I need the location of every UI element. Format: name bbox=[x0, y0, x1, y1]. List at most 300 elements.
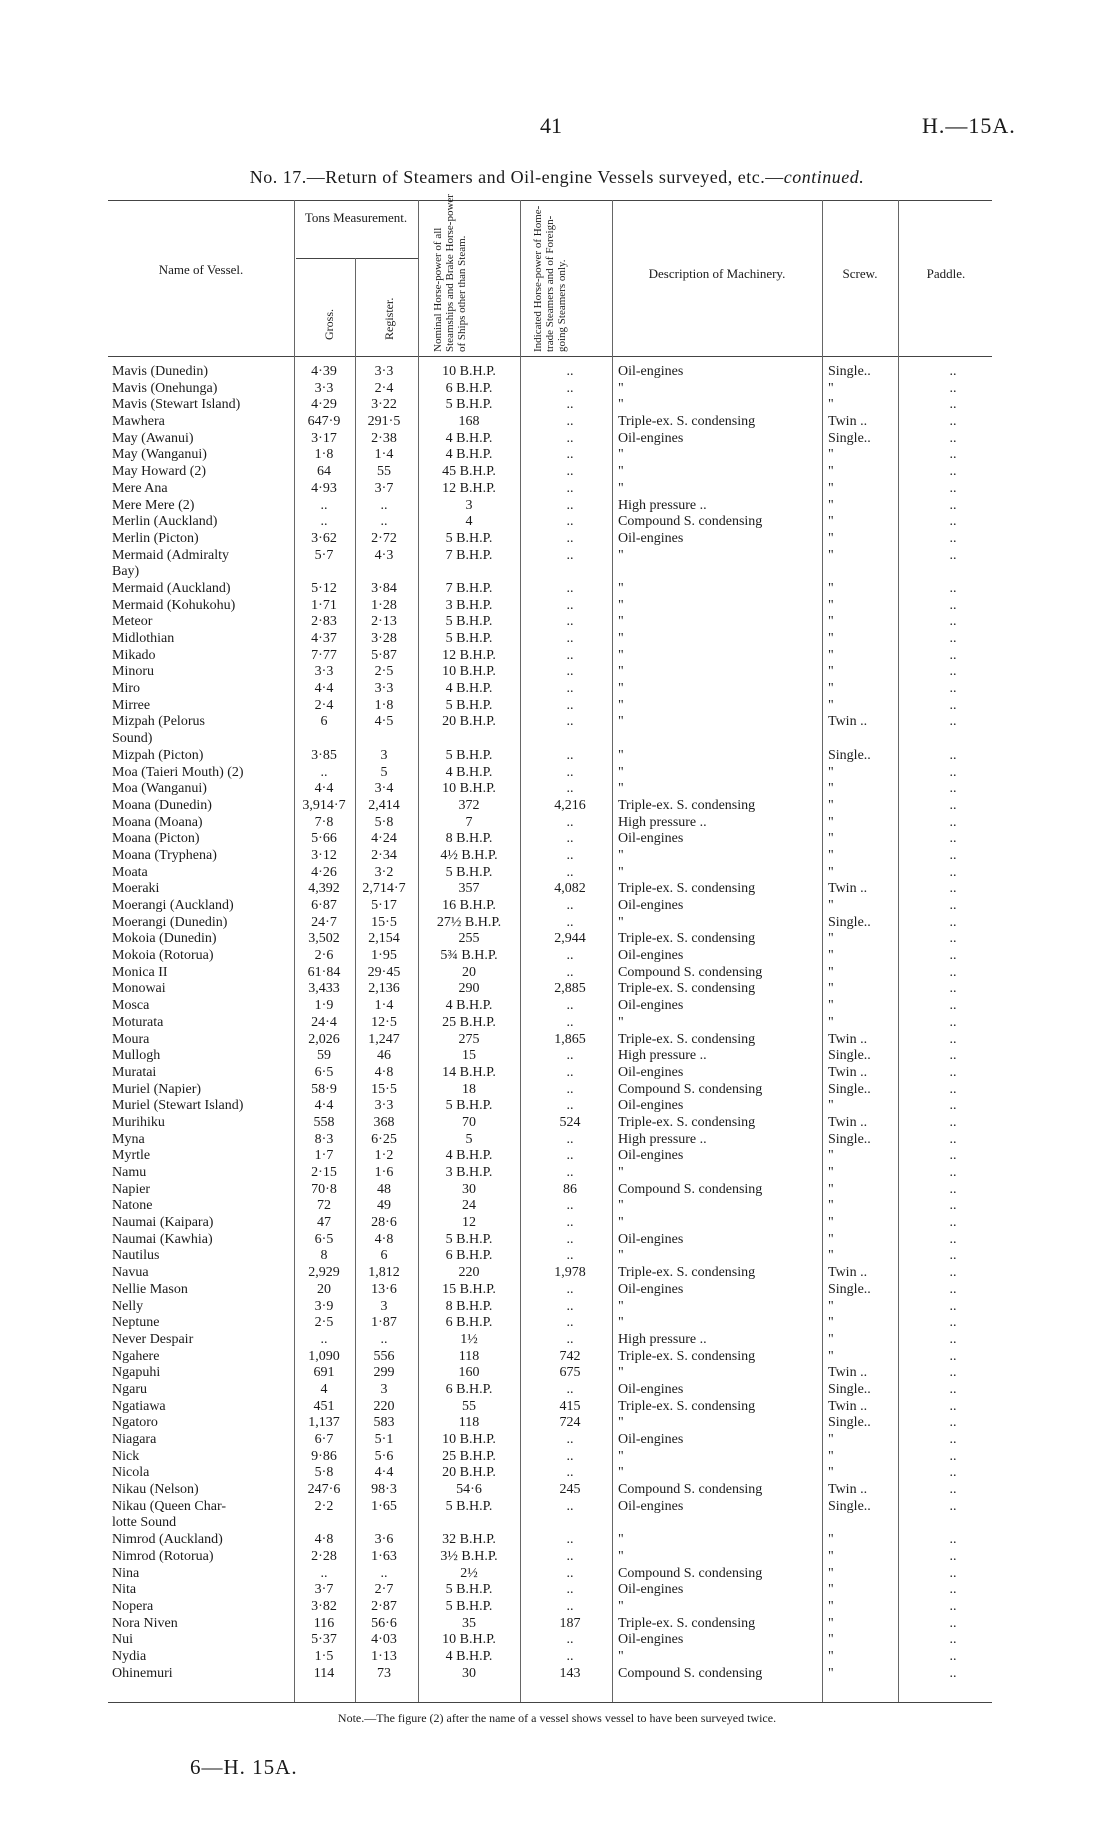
paddle: .. bbox=[949, 881, 957, 897]
nominal-horsepower: 5 B.H.P. bbox=[445, 697, 493, 713]
machinery-description: " bbox=[618, 1365, 624, 1381]
header-tons: Tons Measurement. bbox=[304, 210, 408, 225]
nominal-horsepower: 5 B.H.P. bbox=[445, 631, 493, 646]
machinery-description: High pressure .. bbox=[618, 1048, 707, 1064]
machinery-description: " bbox=[618, 864, 624, 880]
table-row bbox=[0, 598, 1114, 615]
nominal-horsepower: 3 B.H.P. bbox=[445, 597, 493, 613]
register-tonnage: 5·6 bbox=[374, 1448, 394, 1464]
paddle: .. bbox=[949, 1615, 957, 1631]
register-tonnage: 2,414 bbox=[368, 797, 400, 813]
nominal-horsepower: 10 B.H.P. bbox=[442, 664, 496, 680]
table-row bbox=[0, 1048, 1114, 1065]
paddle: .. bbox=[949, 1014, 957, 1030]
screw-type: " bbox=[828, 1532, 834, 1548]
gross-tonnage: 1,090 bbox=[308, 1348, 340, 1364]
machinery-description: " bbox=[618, 1248, 624, 1264]
vessel-name: Myna bbox=[112, 1131, 145, 1147]
vessel-name: Bay) bbox=[112, 564, 140, 580]
paddle: .. bbox=[949, 414, 957, 430]
nominal-horsepower: 4 B.H.P. bbox=[445, 681, 493, 697]
screw-type: Twin .. bbox=[828, 1482, 868, 1498]
indicated-horsepower: .. bbox=[566, 631, 574, 646]
machinery-description: Oil-engines bbox=[618, 1148, 684, 1164]
gross-tonnage: 4·39 bbox=[311, 364, 337, 379]
register-tonnage: 1·6 bbox=[374, 1165, 394, 1180]
screw-type: " bbox=[828, 1198, 834, 1214]
vessel-name: Ngahere bbox=[112, 1348, 160, 1364]
screw-type: " bbox=[828, 831, 834, 847]
paddle: .. bbox=[949, 1448, 957, 1464]
machinery-description: High pressure .. bbox=[618, 497, 707, 513]
paddle: .. bbox=[949, 814, 957, 830]
indicated-horsepower: .. bbox=[566, 898, 574, 913]
paddle: .. bbox=[949, 1315, 957, 1331]
gross-tonnage: 2·15 bbox=[311, 1165, 337, 1180]
machinery-description: " bbox=[618, 847, 624, 863]
table-row bbox=[0, 1148, 1114, 1165]
vessel-name: Moura bbox=[112, 1031, 150, 1047]
nominal-horsepower: 30 bbox=[462, 1181, 476, 1197]
gross-tonnage: 5·7 bbox=[314, 547, 334, 563]
nominal-horsepower: 5 B.H.P. bbox=[445, 1582, 493, 1598]
vessel-name: Midlothian bbox=[112, 631, 175, 646]
table-row bbox=[0, 397, 1114, 414]
screw-type: Twin .. bbox=[828, 881, 868, 897]
vessel-name: Niagara bbox=[112, 1432, 157, 1447]
vessel-name: Mermaid (Auckland) bbox=[112, 580, 231, 596]
indicated-horsepower: .. bbox=[566, 681, 574, 697]
register-tonnage: 2·4 bbox=[374, 380, 394, 396]
table-row bbox=[0, 1632, 1114, 1649]
table-row bbox=[0, 614, 1114, 631]
table-row bbox=[0, 1432, 1114, 1449]
register-tonnage: 5·8 bbox=[374, 814, 394, 830]
vessel-name: Mere Mere (2) bbox=[112, 497, 195, 513]
paddle: .. bbox=[949, 1648, 957, 1664]
machinery-description: " bbox=[618, 547, 624, 563]
machinery-description: " bbox=[618, 781, 624, 797]
vessel-name: Nautilus bbox=[112, 1248, 160, 1264]
register-tonnage: 15·5 bbox=[371, 914, 397, 930]
nominal-horsepower: 7 bbox=[465, 814, 473, 830]
paddle: .. bbox=[949, 530, 957, 546]
table-row bbox=[0, 798, 1114, 815]
gross-tonnage: 2·4 bbox=[314, 697, 334, 713]
nominal-horsepower: 5 B.H.P. bbox=[445, 614, 493, 630]
machinery-description: Compound S. condensing bbox=[618, 1565, 763, 1581]
table-row bbox=[0, 1616, 1114, 1633]
indicated-horsepower: .. bbox=[566, 781, 574, 797]
paddle: .. bbox=[949, 948, 957, 964]
machinery-description: " bbox=[618, 747, 624, 763]
screw-type: " bbox=[828, 898, 834, 913]
paddle: .. bbox=[949, 981, 957, 997]
paddle: .. bbox=[949, 464, 957, 480]
gross-tonnage: .. bbox=[320, 764, 328, 780]
page-title bbox=[0, 167, 1114, 188]
indicated-horsepower: .. bbox=[566, 1048, 574, 1064]
gross-tonnage: 3·3 bbox=[314, 664, 334, 680]
nominal-horsepower: 35 bbox=[462, 1615, 476, 1631]
vessel-name: Nimrod (Rotorua) bbox=[112, 1548, 214, 1564]
machinery-description: " bbox=[618, 631, 624, 646]
vessel-name: Nimrod (Auckland) bbox=[112, 1532, 223, 1548]
gross-tonnage: 7·8 bbox=[314, 814, 334, 830]
vessel-name: Moerangi (Dunedin) bbox=[112, 914, 228, 930]
indicated-horsepower: .. bbox=[566, 697, 574, 713]
gross-tonnage: 2·83 bbox=[311, 614, 337, 630]
vessel-name: Myrtle bbox=[112, 1148, 151, 1164]
nominal-horsepower: 5 B.H.P. bbox=[445, 864, 493, 880]
gross-tonnage: 2·2 bbox=[314, 1498, 334, 1514]
machinery-description: " bbox=[618, 647, 624, 663]
table-row bbox=[0, 881, 1114, 898]
nominal-horsepower: 118 bbox=[458, 1348, 480, 1364]
gross-tonnage: 1·9 bbox=[314, 998, 334, 1014]
table-row bbox=[0, 898, 1114, 915]
table-row bbox=[0, 1165, 1114, 1182]
indicated-horsepower: .. bbox=[566, 1215, 574, 1231]
gross-tonnage: 5·37 bbox=[311, 1632, 337, 1648]
vessel-name: Monowai bbox=[112, 981, 166, 997]
gross-tonnage: 3,914·7 bbox=[302, 797, 346, 813]
header-register: Register. bbox=[382, 297, 396, 340]
gross-tonnage: 70·8 bbox=[311, 1181, 337, 1197]
table-row bbox=[0, 1232, 1114, 1249]
machinery-description: Oil-engines bbox=[618, 1381, 684, 1397]
register-tonnage: 4·4 bbox=[374, 1465, 394, 1481]
screw-type: " bbox=[828, 464, 834, 480]
machinery-description: Oil-engines bbox=[618, 898, 684, 913]
gross-tonnage: 64 bbox=[317, 464, 331, 480]
table-row bbox=[0, 1282, 1114, 1299]
indicated-horsepower: 4,216 bbox=[554, 797, 586, 813]
table-row bbox=[0, 1449, 1114, 1466]
machinery-description: " bbox=[618, 1165, 624, 1180]
table-row bbox=[0, 1082, 1114, 1099]
indicated-horsepower: .. bbox=[566, 814, 574, 830]
table-row bbox=[0, 581, 1114, 598]
register-tonnage: 29·45 bbox=[367, 964, 401, 980]
vessel-name: Naumai (Kawhia) bbox=[112, 1231, 213, 1247]
register-tonnage: 2·87 bbox=[371, 1598, 397, 1614]
machinery-description: Oil-engines bbox=[618, 948, 684, 964]
indicated-horsepower: .. bbox=[566, 1281, 574, 1297]
vessel-name: Miro bbox=[112, 681, 140, 697]
screw-type: " bbox=[828, 931, 834, 947]
document-reference: H.—15A. bbox=[922, 113, 1016, 138]
gross-tonnage: 4·4 bbox=[314, 681, 334, 697]
gross-tonnage: 5·66 bbox=[311, 831, 337, 847]
table-bottom-rule bbox=[108, 1702, 992, 1703]
vessel-name: Nellie Mason bbox=[112, 1281, 188, 1297]
machinery-description: Oil-engines bbox=[618, 364, 684, 379]
register-tonnage: 3·84 bbox=[371, 580, 397, 596]
machinery-description: " bbox=[618, 714, 624, 730]
indicated-horsepower: .. bbox=[566, 1565, 574, 1581]
machinery-description: Compound S. condensing bbox=[618, 1482, 763, 1498]
nominal-horsepower: 7 B.H.P. bbox=[445, 547, 493, 563]
nominal-horsepower: 20 bbox=[462, 964, 476, 980]
paddle: .. bbox=[949, 364, 957, 379]
indicated-horsepower: 675 bbox=[559, 1365, 581, 1381]
gross-tonnage: 3·17 bbox=[311, 430, 337, 446]
paddle: .. bbox=[949, 1482, 957, 1498]
screw-type: Single.. bbox=[828, 364, 871, 379]
gross-tonnage: 72 bbox=[317, 1198, 331, 1214]
indicated-horsepower: .. bbox=[566, 1532, 574, 1548]
paddle: .. bbox=[949, 1165, 957, 1180]
gross-tonnage: .. bbox=[320, 514, 328, 530]
indicated-horsepower: .. bbox=[566, 1081, 574, 1097]
gross-tonnage: 5·8 bbox=[314, 1465, 334, 1481]
indicated-horsepower: .. bbox=[566, 597, 574, 613]
indicated-horsepower: 724 bbox=[559, 1415, 581, 1431]
machinery-description: Oil-engines bbox=[618, 1281, 684, 1297]
screw-type: " bbox=[828, 530, 834, 546]
vessel-name: Moturata bbox=[112, 1014, 164, 1030]
paddle: .. bbox=[949, 1548, 957, 1564]
gross-tonnage: 2·28 bbox=[311, 1548, 337, 1564]
screw-type: Single.. bbox=[828, 1498, 871, 1514]
screw-type: Single.. bbox=[828, 747, 871, 763]
vessel-name: Nikau (Queen Char- bbox=[112, 1498, 227, 1514]
machinery-description: " bbox=[618, 380, 624, 396]
nominal-horsepower: 55 bbox=[462, 1398, 476, 1414]
machinery-description: Compound S. condensing bbox=[618, 1665, 763, 1681]
screw-type: " bbox=[828, 697, 834, 713]
machinery-description: Oil-engines bbox=[618, 1432, 684, 1447]
register-tonnage: 3·4 bbox=[374, 781, 394, 797]
register-tonnage: 1·65 bbox=[371, 1498, 397, 1514]
paddle: .. bbox=[949, 514, 957, 530]
paddle: .. bbox=[949, 1415, 957, 1431]
register-tonnage: .. bbox=[380, 1565, 388, 1581]
paddle: .. bbox=[949, 397, 957, 413]
nominal-horsepower: 10 B.H.P. bbox=[442, 1632, 496, 1648]
vessel-name: Moerangi (Auckland) bbox=[112, 898, 234, 913]
vessel-name: Ngatoro bbox=[112, 1415, 158, 1431]
register-tonnage: 3·22 bbox=[371, 397, 397, 413]
table-row bbox=[0, 1315, 1114, 1332]
table-row bbox=[0, 748, 1114, 765]
nominal-horsepower: 20 B.H.P. bbox=[442, 1465, 496, 1481]
nominal-horsepower: 3½ B.H.P. bbox=[440, 1548, 498, 1564]
indicated-horsepower: .. bbox=[566, 1582, 574, 1598]
nominal-horsepower: 168 bbox=[458, 414, 480, 430]
paddle: .. bbox=[949, 1198, 957, 1214]
vessel-name: Moana (Tryphena) bbox=[112, 847, 217, 863]
indicated-horsepower: .. bbox=[566, 1198, 574, 1214]
nominal-horsepower: 160 bbox=[458, 1365, 480, 1381]
machinery-description: Oil-engines bbox=[618, 1498, 684, 1514]
indicated-horsepower: .. bbox=[566, 831, 574, 847]
vessel-name: Mere Ana bbox=[112, 480, 168, 496]
indicated-horsepower: 143 bbox=[559, 1665, 581, 1681]
indicated-horsepower: 86 bbox=[563, 1181, 577, 1197]
nominal-horsepower: 5 B.H.P. bbox=[445, 397, 493, 413]
indicated-horsepower: 415 bbox=[559, 1398, 581, 1414]
vessel-name: Nikau (Nelson) bbox=[112, 1482, 199, 1498]
title-continued: continued. bbox=[783, 167, 865, 187]
register-tonnage: .. bbox=[380, 497, 388, 513]
register-tonnage: 28·6 bbox=[371, 1215, 397, 1231]
machinery-description: Oil-engines bbox=[618, 430, 684, 446]
screw-type: " bbox=[828, 1632, 834, 1648]
indicated-horsepower: .. bbox=[566, 1315, 574, 1331]
vessel-name: Mermaid (Admiralty bbox=[112, 547, 230, 563]
indicated-horsepower: .. bbox=[566, 530, 574, 546]
paddle: .. bbox=[949, 1432, 957, 1447]
gross-tonnage: 4·26 bbox=[311, 864, 337, 880]
nominal-horsepower: 12 B.H.P. bbox=[442, 647, 496, 663]
nominal-horsepower: 25 B.H.P. bbox=[442, 1448, 496, 1464]
nominal-horsepower: 15 bbox=[462, 1048, 476, 1064]
vessel-table-body bbox=[0, 364, 1114, 1682]
vessel-name: Nelly bbox=[112, 1298, 144, 1314]
gross-tonnage: 1,137 bbox=[308, 1415, 340, 1431]
vessel-name: Mokoia (Rotorua) bbox=[112, 948, 214, 964]
vessel-name: Natone bbox=[112, 1198, 153, 1214]
screw-type: " bbox=[828, 1181, 834, 1197]
screw-type: Single.. bbox=[828, 1081, 871, 1097]
nominal-horsepower: 6 B.H.P. bbox=[445, 1248, 493, 1264]
table-row bbox=[0, 865, 1114, 882]
paddle: .. bbox=[949, 664, 957, 680]
nominal-horsepower: 1½ bbox=[460, 1331, 478, 1347]
indicated-horsepower: .. bbox=[566, 1632, 574, 1648]
table-row bbox=[0, 1532, 1114, 1549]
nominal-horsepower: 4 B.H.P. bbox=[445, 430, 493, 446]
paddle: .. bbox=[949, 580, 957, 596]
table-row bbox=[0, 1649, 1114, 1666]
gross-tonnage: 3·12 bbox=[311, 847, 337, 863]
indicated-horsepower: .. bbox=[566, 1014, 574, 1030]
machinery-description: High pressure .. bbox=[618, 1131, 707, 1147]
nominal-horsepower: 10 B.H.P. bbox=[442, 1432, 496, 1447]
nominal-horsepower: 70 bbox=[462, 1114, 476, 1130]
header-description: Description of Machinery. bbox=[648, 266, 786, 281]
gross-tonnage: 3·9 bbox=[314, 1298, 334, 1314]
register-tonnage: 3 bbox=[380, 1298, 388, 1314]
machinery-description: High pressure .. bbox=[618, 814, 707, 830]
table-row bbox=[0, 1599, 1114, 1616]
paddle: .. bbox=[949, 864, 957, 880]
machinery-description: " bbox=[618, 1315, 624, 1331]
register-tonnage: 1,812 bbox=[368, 1265, 400, 1281]
register-tonnage: 1·8 bbox=[374, 697, 394, 713]
register-tonnage: 2·38 bbox=[371, 430, 397, 446]
nominal-horsepower: 4 B.H.P. bbox=[445, 998, 493, 1014]
vessel-name: Muriel (Napier) bbox=[112, 1081, 202, 1097]
machinery-description: " bbox=[618, 1648, 624, 1664]
table-row bbox=[0, 514, 1114, 531]
gross-tonnage: 1·8 bbox=[314, 447, 334, 463]
nominal-horsepower: 4 B.H.P. bbox=[445, 447, 493, 463]
table-row bbox=[0, 1065, 1114, 1082]
table-row bbox=[0, 631, 1114, 648]
indicated-horsepower: .. bbox=[566, 447, 574, 463]
machinery-description: " bbox=[618, 1215, 624, 1231]
machinery-description: " bbox=[618, 764, 624, 780]
table-row bbox=[0, 1666, 1114, 1683]
paddle: .. bbox=[949, 614, 957, 630]
vessel-name: Nita bbox=[112, 1582, 137, 1598]
screw-type: " bbox=[828, 514, 834, 530]
gross-tonnage: 4·4 bbox=[314, 781, 334, 797]
register-tonnage: 2,154 bbox=[368, 931, 400, 947]
gross-tonnage: 4 bbox=[320, 1381, 328, 1397]
paddle: .. bbox=[949, 697, 957, 713]
screw-type: " bbox=[828, 1315, 834, 1331]
register-tonnage: 2,136 bbox=[368, 981, 400, 997]
indicated-horsepower: 524 bbox=[559, 1114, 581, 1130]
screw-type: " bbox=[828, 580, 834, 596]
vessel-name: May Howard (2) bbox=[112, 464, 207, 480]
machinery-description: Oil-engines bbox=[618, 998, 684, 1014]
paddle: .. bbox=[949, 1148, 957, 1164]
tons-subhead-rule bbox=[296, 258, 418, 259]
paddle: .. bbox=[949, 1265, 957, 1281]
nominal-horsepower: 5 B.H.P. bbox=[445, 1098, 493, 1114]
indicated-horsepower: .. bbox=[566, 380, 574, 396]
register-tonnage: 6 bbox=[380, 1248, 388, 1264]
screw-type: " bbox=[828, 597, 834, 613]
vessel-name: Never Despair bbox=[112, 1331, 194, 1347]
paddle: .. bbox=[949, 1064, 957, 1080]
register-tonnage: .. bbox=[380, 1331, 388, 1347]
vessel-name: Mokoia (Dunedin) bbox=[112, 931, 217, 947]
machinery-description: " bbox=[618, 1448, 624, 1464]
table-row bbox=[0, 548, 1114, 565]
table-row bbox=[0, 1182, 1114, 1199]
register-tonnage: 6·25 bbox=[371, 1131, 397, 1147]
indicated-horsepower: .. bbox=[566, 497, 574, 513]
register-tonnage: 2·7 bbox=[374, 1582, 394, 1598]
indicated-horsepower: 1,978 bbox=[554, 1265, 586, 1281]
footnote: Note.—The figure (2) after the name of a vessel shows vessel to have been surveyed twice. bbox=[337, 1711, 777, 1725]
vessel-name: lotte Sound bbox=[112, 1515, 177, 1531]
gross-tonnage: .. bbox=[320, 1331, 328, 1347]
register-tonnage: .. bbox=[380, 514, 388, 530]
vessel-name: Ngapuhi bbox=[112, 1365, 161, 1381]
paddle: .. bbox=[949, 764, 957, 780]
vessel-name: Nopera bbox=[112, 1598, 154, 1614]
screw-type: Twin .. bbox=[828, 1398, 868, 1414]
nominal-horsepower: 4 bbox=[465, 514, 473, 530]
paddle: .. bbox=[949, 998, 957, 1014]
indicated-horsepower: .. bbox=[566, 1381, 574, 1397]
machinery-description: " bbox=[618, 1415, 624, 1431]
indicated-horsepower: 187 bbox=[559, 1615, 581, 1631]
machinery-description: " bbox=[618, 1014, 624, 1030]
table-row bbox=[0, 648, 1114, 665]
vessel-name: Murihiku bbox=[112, 1114, 165, 1130]
vessel-name: Moa (Wanganui) bbox=[112, 781, 207, 797]
nominal-horsepower: 14 B.H.P. bbox=[442, 1064, 496, 1080]
paddle: .. bbox=[949, 847, 957, 863]
register-tonnage: 3·3 bbox=[374, 1098, 394, 1114]
vessel-name: Merlin (Picton) bbox=[112, 530, 199, 546]
table-row bbox=[0, 531, 1114, 548]
paddle: .. bbox=[949, 430, 957, 446]
register-tonnage: 5·17 bbox=[371, 898, 397, 913]
table-row bbox=[0, 481, 1114, 498]
gross-tonnage: 24·4 bbox=[311, 1014, 337, 1030]
paddle: .. bbox=[949, 1248, 957, 1264]
gross-tonnage: 2·6 bbox=[314, 948, 334, 964]
